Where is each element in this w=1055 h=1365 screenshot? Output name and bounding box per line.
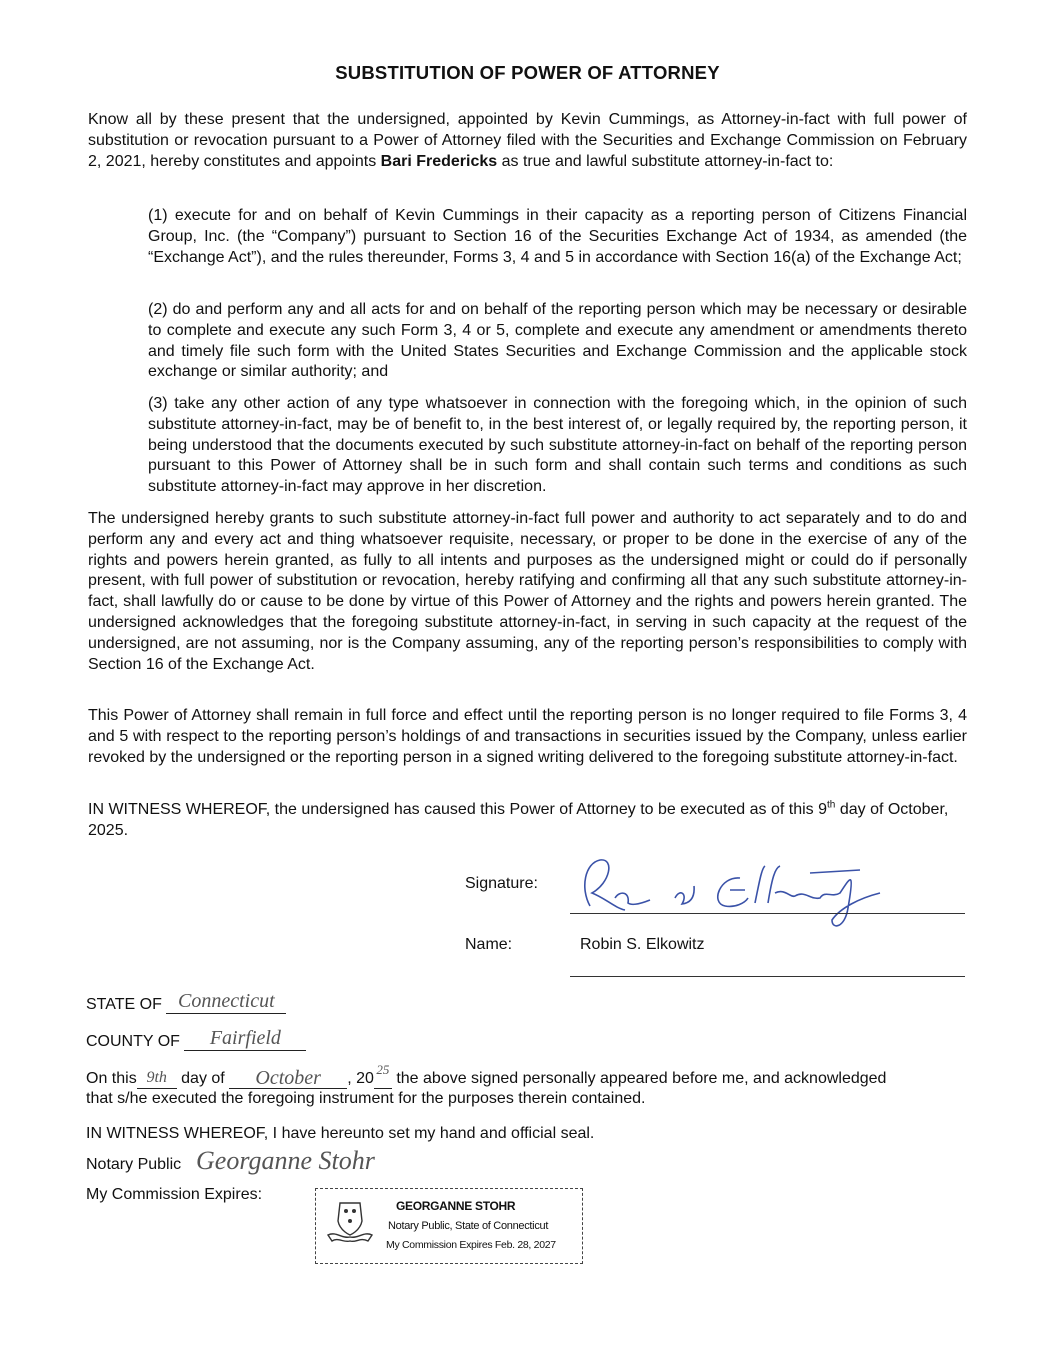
name-line	[570, 976, 965, 977]
substitute-name: Bari Fredericks	[380, 152, 498, 170]
day-value: 9th	[146, 1069, 167, 1086]
state-row	[86, 990, 286, 1014]
day-of-label: day of	[181, 1070, 225, 1087]
year-value: 25	[376, 1062, 390, 1077]
commission-expires-label: My Commission Expires:	[86, 1186, 263, 1203]
year-prefix: , 20	[347, 1070, 374, 1087]
power-item-3: (3) take any other action of any type whatsoever in connection with the foregoing which, in the opinion of such substitute attorney-in-fact, may be of benefit to, in the best interest of, or legally required by, the reporting person, it being understood that the documents executed by such substitute attorney-in-fact on behalf of the reporting person pursuant to this Power of Attorney shall be in such form and shall contain such terms and conditions as such substitute attorney-in-fact may approve in her discretion.	[148, 395, 967, 496]
on-this-label: On this	[86, 1070, 137, 1087]
county-value: Fairfield	[209, 1027, 281, 1049]
witness-text: IN WITNESS WHEREOF, the undersigned has caused this Power of Attorney to be executed as of this 9	[88, 801, 828, 818]
signature-label: Signature:	[465, 875, 538, 892]
witness-paragraph	[88, 800, 967, 842]
power-item-2: (2) do and perform any and all acts for and on behalf of the reporting person which may be necessary or desirable to complete and execute any such Form 3, 4 or 5, complete and execute any amendment or amendments thereto and timely file such form with the United States Securities and Exchange Commission and the applicable stock exchange or similar authority; and	[148, 301, 967, 381]
connecticut-seal-icon	[326, 1199, 374, 1245]
stamp-title: Notary Public, State of Connecticut	[388, 1220, 549, 1232]
power-item-1: (1) execute for and on behalf of Kevin Cummings in their capacity as a reporting person of Citizens Financial Group, Inc. (the “Company”) pursuant to Section 16 of the Securities Exchange Act of 1934, as amended (the “Exchange Act”), and the rules thereunder, Forms 3, 4 and 5 in accordance with Section 16(a) of the Exchange Act;	[148, 207, 967, 266]
intro-text-end: as true and lawful substitute attorney-in-fact to:	[497, 152, 834, 170]
signature-line	[570, 913, 965, 914]
intro-paragraph	[88, 110, 967, 172]
stamp-expiry: My Commission Expires Feb. 28, 2027	[386, 1239, 556, 1251]
notary-signature: Georganne Stohr	[196, 1146, 375, 1175]
acknowledgment	[86, 1062, 976, 1109]
county-row	[86, 1027, 306, 1051]
stamp-name: GEORGANNE STOHR	[396, 1199, 516, 1213]
witness-sup: th	[827, 799, 836, 811]
witness-text-end: day of October, 2025.	[88, 801, 949, 839]
duration-paragraph: This Power of Attorney shall remain in full force and effect until the reporting person is no longer required to file Forms 3, 4 and 5 with respect to the reporting person’s holdings of and transactions in securities issued by the Company, unless earlier revoked by the undersigned or the reporting person in a signed writing delivered to the foregoing substitute attorney-in-fact.	[88, 707, 967, 766]
document-title: SUBSTITUTION OF POWER OF ATTORNEY	[335, 62, 720, 83]
state-label: STATE OF	[86, 996, 162, 1013]
state-value: Connecticut	[177, 990, 275, 1012]
name-value: Robin S. Elkowitz	[580, 936, 705, 953]
signature-image	[570, 848, 900, 938]
notary-stamp	[315, 1188, 583, 1264]
ack-text-2: that s/he executed the foregoing instrument for the purposes therein contained.	[86, 1090, 646, 1107]
ack-text: the above signed personally appeared before me, and acknowledged	[396, 1070, 887, 1087]
county-label: COUNTY OF	[86, 1033, 180, 1050]
month-value: October	[255, 1067, 321, 1089]
name-label: Name:	[465, 936, 513, 953]
grant-paragraph: The undersigned hereby grants to such substitute attorney-in-fact full power and authority to act separately and to do and perform any and every act and thing whatsoever requisite, necessary, or proper to be done in the exercise of any of the rights and powers herein granted, as fully to all intents and purposes as the undersigned might or could do if personally present, with full power of substitution or revocation, hereby ratifying and confirming all that any such substitute attorney-in-fact, shall lawfully do or cause to be done by virtue of this Power of Attorney and the rights and powers herein granted. The undersigned acknowledges that the foregoing substitute attorney-in-fact, in serving in such capacity at the request of the undersigned, are not assuming, nor is the Company assuming, any of the reporting person’s responsibilities to comply with Section 16 of the Exchange Act.	[88, 510, 967, 673]
notary-witness: IN WITNESS WHEREOF, I have hereunto set my hand and official seal.	[86, 1125, 595, 1142]
intro-text: Know all by these present that the undersigned, appointed by Kevin Cummings, as Attorney-in-fact with full power of substitution or revocation pursuant to a Power of Attorney filed with the Securities and Exchange Commission on February 2, 2021, hereby constitutes and appoints	[88, 111, 967, 170]
notary-public-label: Notary Public	[86, 1156, 182, 1173]
